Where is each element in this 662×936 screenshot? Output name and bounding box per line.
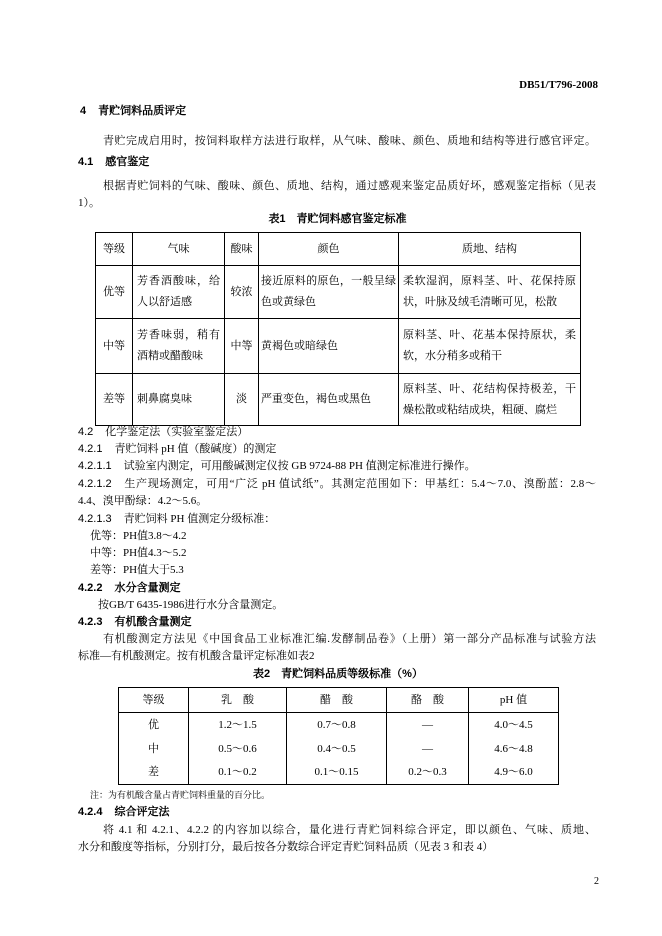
section-number: 4.2.1.3 bbox=[78, 513, 112, 525]
section-number: 4.2.1 bbox=[78, 443, 103, 455]
texture-cell: 原料茎、叶、花结构保持极差，干燥松散或粘结成块，粗硬、腐烂 bbox=[399, 374, 581, 426]
section-4-2-1-2-line-2: 4.4、溴甲酚绿：4.2～5.6。 bbox=[78, 495, 208, 507]
color-cell: 严重变色，褐色或黑色 bbox=[259, 374, 399, 426]
table-header-row bbox=[96, 233, 581, 266]
section-title: 青贮饲料品质评定 bbox=[98, 105, 187, 117]
texture-cell: 原料茎、叶、花基本保持原状，柔软，水分稍多或稍干 bbox=[399, 319, 581, 374]
odor-cell: 芳香味弱，稍有酒精或醋酸味 bbox=[133, 319, 225, 374]
lactic-acid-cell: 0.1～0.2 bbox=[189, 761, 287, 785]
section-4-2-1-2-line-1 bbox=[78, 477, 596, 491]
section-4-2-1-heading bbox=[78, 442, 276, 456]
section-4-1-heading bbox=[78, 155, 149, 169]
section-number: 4.2.3 bbox=[78, 616, 103, 628]
section-number: 4.2.2 bbox=[78, 582, 103, 594]
table-row bbox=[96, 374, 581, 426]
section-number: 4.2 bbox=[78, 426, 94, 438]
header-cell: 酸味 bbox=[225, 233, 259, 266]
table-row bbox=[119, 761, 559, 785]
acetic-acid-cell: 0.7～0.8 bbox=[287, 713, 387, 737]
ph-cell: 4.0～4.5 bbox=[469, 713, 559, 737]
ph-cell: 4.6～4.8 bbox=[469, 737, 559, 761]
butyric-acid-cell: 0.2～0.3 bbox=[387, 761, 469, 785]
header-cell: 酪 酸 bbox=[387, 688, 469, 713]
section-4-2-heading bbox=[78, 425, 248, 439]
header-cell: 乳 酸 bbox=[189, 688, 287, 713]
section-4-2-4-heading bbox=[78, 805, 169, 819]
standard-code: DB51/T796-2008 bbox=[519, 79, 598, 91]
acidity-cell: 中等 bbox=[225, 319, 259, 374]
butyric-acid-cell: — bbox=[387, 713, 469, 737]
table-2-note: 注：为有机酸含量占青贮饲料重量的百分比。 bbox=[90, 790, 271, 800]
grade-cell: 差等 bbox=[96, 374, 133, 426]
header-cell: 质地、结构 bbox=[399, 233, 581, 266]
section-4-2-3-heading bbox=[78, 615, 191, 629]
table-1-caption: 表1 青贮饲料感官鉴定标准 bbox=[268, 213, 407, 225]
grade-cell: 差 bbox=[119, 761, 189, 785]
header-cell: 等级 bbox=[96, 233, 133, 266]
section-title: 化学鉴定法（实验室鉴定法） bbox=[105, 426, 249, 438]
section-4-1-line-2: 1）。 bbox=[78, 197, 100, 209]
section-4-2-1-3 bbox=[78, 512, 275, 526]
acetic-acid-cell: 0.4～0.5 bbox=[287, 737, 387, 761]
section-4-heading bbox=[80, 104, 186, 118]
section-4-2-1-1 bbox=[78, 459, 476, 473]
section-title: 水分含量测定 bbox=[114, 582, 181, 594]
grade-cell: 中等 bbox=[96, 319, 133, 374]
table-row bbox=[96, 319, 581, 374]
section-number: 4 bbox=[80, 105, 87, 117]
section-title: 感官鉴定 bbox=[105, 156, 150, 168]
section-number: 4.2.1.2 bbox=[78, 478, 112, 490]
table-row bbox=[119, 713, 559, 737]
page-number: 2 bbox=[594, 876, 599, 887]
section-title: 有机酸含量测定 bbox=[114, 616, 192, 628]
section-text: 青贮饲料 PH 值测定分级标准： bbox=[123, 513, 276, 525]
acidity-cell: 较浓 bbox=[225, 266, 259, 319]
ph-cell: 4.9～6.0 bbox=[469, 761, 559, 785]
color-cell: 黄褐色或暗绿色 bbox=[259, 319, 399, 374]
header-cell: 等级 bbox=[119, 688, 189, 713]
section-text: 生产现场测定，可用“广泛 pH 值试纸”。其测定范围如下：甲基红：5.4～7.0、溴酚蓝：2.8～ bbox=[123, 478, 596, 490]
color-cell: 接近原料的原色，一般呈绿色或黄绿色 bbox=[259, 266, 399, 319]
section-4-2-4-line-1: 将 4.1 和 4.2.1、4.2.2 的内容加以综合，量化进行青贮饲料综合评定，即以颜色、气味、质地、 bbox=[103, 824, 596, 836]
table-row bbox=[96, 266, 581, 319]
quality-grade-table bbox=[118, 687, 559, 785]
table-2-caption: 表2 青贮饲料品质等级标准（%） bbox=[253, 668, 423, 680]
lactic-acid-cell: 1.2～1.5 bbox=[189, 713, 287, 737]
section-title: 综合评定法 bbox=[114, 806, 170, 818]
acidity-cell: 淡 bbox=[225, 374, 259, 426]
sensory-evaluation-table bbox=[95, 232, 581, 426]
section-4-1-line-1: 根据青贮饲料的气味、酸味、颜色、质地、结构，通过感观来鉴定品质好坏，感观鉴定指标（见表 bbox=[103, 180, 596, 192]
section-number: 4.2.1.1 bbox=[78, 460, 112, 472]
table-header-row bbox=[119, 688, 559, 713]
butyric-acid-cell: — bbox=[387, 737, 469, 761]
ph-grade-item: 中等：PH值4.3～5.2 bbox=[90, 547, 187, 559]
ph-grade-item: 差等：PH值大于5.3 bbox=[90, 564, 184, 576]
section-number: 4.1 bbox=[78, 156, 94, 168]
section-4-2-3-line-2: 标准—有机酸测定。按有机酸含量评定标准如表2 bbox=[78, 650, 315, 662]
section-text: 试验室内测定，可用酸碱测定仪按 GB 9724-88 PH 值测定标准进行操作。 bbox=[123, 460, 476, 472]
header-cell: pH 值 bbox=[469, 688, 559, 713]
grade-cell: 中 bbox=[119, 737, 189, 761]
odor-cell: 芳香酒酸味，给人以舒适感 bbox=[133, 266, 225, 319]
texture-cell: 柔软湿润，原料茎、叶、花保持原状，叶脉及绒毛清晰可见，松散 bbox=[399, 266, 581, 319]
acetic-acid-cell: 0.1～0.15 bbox=[287, 761, 387, 785]
header-cell: 气味 bbox=[133, 233, 225, 266]
grade-cell: 优等 bbox=[96, 266, 133, 319]
grade-cell: 优 bbox=[119, 713, 189, 737]
section-4-2-2-text: 按GB/T 6435-1986进行水分含量测定。 bbox=[98, 599, 284, 611]
section-4-2-2-heading bbox=[78, 581, 180, 595]
header-cell: 醋 酸 bbox=[287, 688, 387, 713]
odor-cell: 刺鼻腐臭味 bbox=[133, 374, 225, 426]
section-4-2-3-line-1: 有机酸测定方法见《中国食品工业标准汇编.发酵制品卷》（上册）第一部分产品标准与试验方法 bbox=[103, 633, 596, 645]
lactic-acid-cell: 0.5～0.6 bbox=[189, 737, 287, 761]
section-title: 青贮饲料 pH 值（酸碱度）的测定 bbox=[114, 443, 277, 455]
header-cell: 颜色 bbox=[259, 233, 399, 266]
section-number: 4.2.4 bbox=[78, 806, 103, 818]
section-4-paragraph: 青贮完成启用时，按饲料取样方法进行取样，从气味、酸味、颜色、质地和结构等进行感官评定。 bbox=[103, 135, 596, 147]
ph-grade-item: 优等：PH值3.8～4.2 bbox=[90, 530, 187, 542]
table-row bbox=[119, 737, 559, 761]
section-4-2-4-line-2: 水分和酸度等指标，分别打分，最后按各分数综合评定青贮饲料品质（见表 3 和表 4） bbox=[78, 841, 494, 853]
